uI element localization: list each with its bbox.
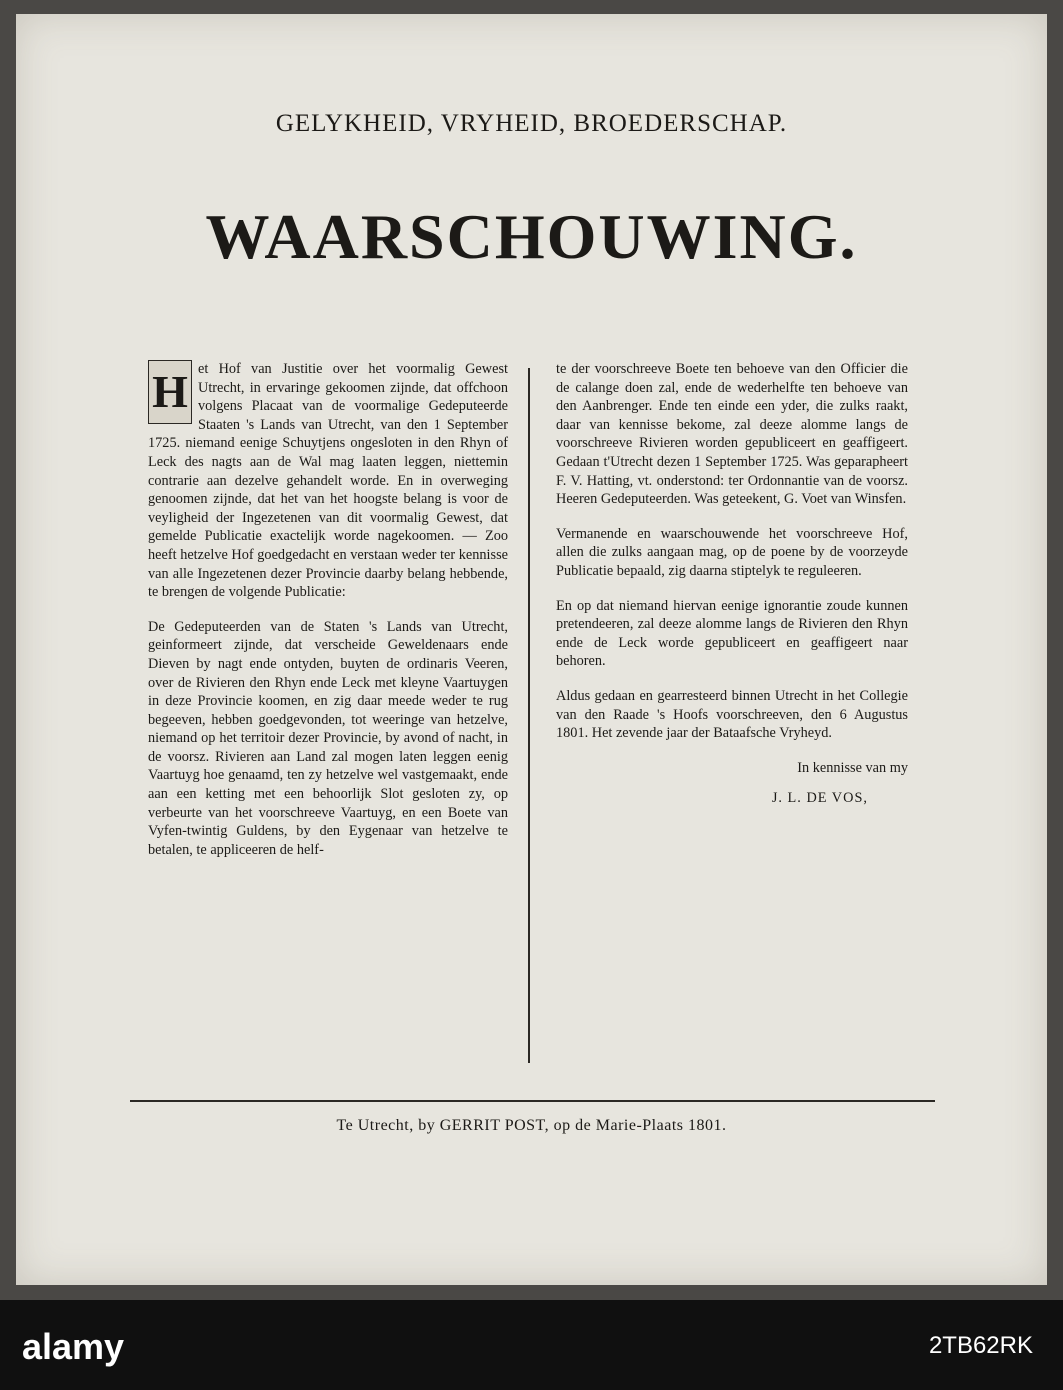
- left-column: [148, 360, 508, 875]
- opening-paragraph: [148, 360, 508, 602]
- publication-paragraph: De Gedeputeerden van de Staten 's Lands van Utrecht, geinformeert zijnde, dat verscheide Geweldenaars ende Dieven by nagt ende ontyden, buyten de ordinaris Veeren, over de Rivieren den Rhyn ende Leck met kleyne Vaartuygen in deze Provincie koomen, en zig daar meede weder te rug begeeven, hebben goedgevonden, tot weeringe van hetzelve, niemand op het territoir dezer Provincie, by avond of nacht, in de voorsz. Rivieren aan Land zal mogen laten leggen eenig Vaartuyg hoe genaamd, ten zy hetzelve wel vastgemaakt, ende aan een ketting met een behoorlijk Slot gesloten zy, op verbeurte van het voorschreeve Vaartuyg, en een Boete van Vyfen-twintig Guldens, by den Eygenaar van hetzelve te betalen, te appliceeren de helf-: [148, 618, 508, 858]
- enactment-paragraph: Aldus gedaan en gearresteerd binnen Utrecht in het Collegie van den Raade 's Hoofs voorschreeven, den 6 Augustus 1801. Het zevende jaar der Bataafsche Vryheyd.: [556, 687, 908, 742]
- right-column: [556, 360, 908, 824]
- decorated-initial: H: [148, 360, 192, 424]
- motto: GELYKHEID, VRYHEID, BROEDERSCHAP.: [275, 110, 788, 137]
- stock-image-code: 2TB62RK: [928, 1332, 1033, 1359]
- document-title: WAARSCHOUWING.: [205, 201, 858, 272]
- column-divider: [528, 368, 530, 1063]
- footer-rule: [130, 1100, 935, 1102]
- continuation-paragraph: te der voorschreeve Boete ten behoeve van den Officier die de calange doen zal, ende de wederhelfte ten behoeve van den Aanbrenger. Ende ten einde een yder, die zulks raakt, daar van kennisse bekome, zal deeze alomme langs de voorschreeve Rivieren worden gepubliceert en geaffigeert. Gedaan t'Utrecht dezen 1 September 1725. Was geparapheert F. V. Hatting, vt. onderstond: ter Ordonnantie van de voorsz. Heeren Gedeputeerden. Was geteekent, G. Voet van Winsfen.: [556, 361, 908, 508]
- admonition-paragraph: Vermanende en waarschouwende het voorschreeve Hof, allen die zulks aangaan mag, op de poene by de voorzeyde Publicatie bepaald, zig daarna stiptelyk te reguleeren.: [556, 525, 908, 579]
- publication-order-paragraph: En op dat niemand hiervan eenige ignorantie zoude kunnen pretendeeren, zal deeze alomme langs de Rivieren den Rhyn ende de Leck worde gepubliceert en geaffigeert naar behoren.: [556, 597, 908, 670]
- printer-imprint: Te Utrecht, by GERRIT POST, op de Marie-Plaats 1801.: [336, 1117, 727, 1134]
- stock-id-band: [0, 1300, 1063, 1390]
- stock-brand: alamy: [22, 1326, 125, 1367]
- opening-text: et Hof van Justitie over het voormalig Gewest Utrecht, in ervaringe gekoomen zijnde, dat offchoon volgens Placaat van de voormalige Gedeputeerde Staaten 's Lands van Utrecht, van den 1 September 1725. niemand eenige Schuytjens ongesloten in den Rhyn of Leck des nagts aan de Wal mag laaten leggen, niettemin contrarie aan dezelve gehandelt worde. En in overweging genoomen zijnde, dat het van het hoogste belang is voor de veyligheid der Ingezetenen van dit voormalig Gewest, dat gemelde Publicatie exactelijk worde nagekoomen. — Zoo heeft hetzelve Hof goedgedacht en verstaan weder ter kennisse van alle Ingezetenen dezer Provincie daarby belang hebbende, te brengen de volgende Publicatie:: [148, 361, 508, 601]
- signatory-name: J. L. DE VOS,: [771, 790, 868, 807]
- signature-line: In kennisse van my: [797, 759, 908, 776]
